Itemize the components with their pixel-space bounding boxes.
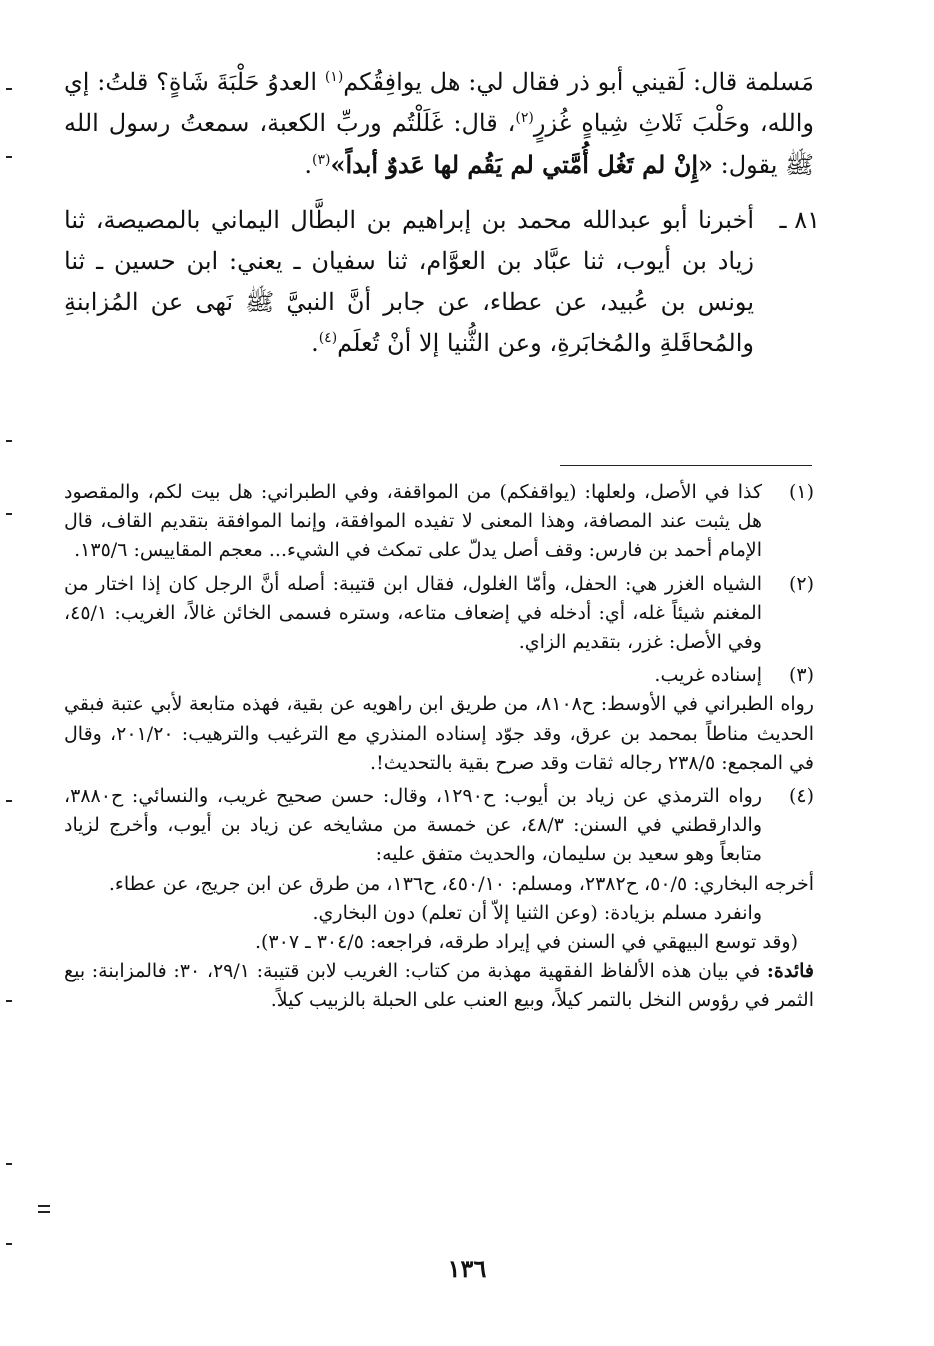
footnote-number: (١)	[788, 481, 814, 503]
footnote-separator	[560, 465, 812, 466]
footnote-ref-3[interactable]: (٣)	[312, 152, 331, 168]
scan-mark	[6, 88, 12, 90]
footnote-benefit	[64, 957, 814, 1015]
footnote-1	[64, 478, 814, 566]
footnote-text: وانفرد مسلم بزيادة: (وعن الثنيا إلاّ أن تعلم) دون البخاري.	[312, 901, 762, 924]
scan-mark	[6, 800, 12, 802]
scan-mark	[6, 1000, 12, 1002]
footnote-number: (٢)	[788, 572, 814, 595]
hadith-number: ٨١ ـ	[779, 206, 820, 234]
footnote-ref-1[interactable]: (١)	[324, 69, 344, 85]
text-run: العدوُ حَلْبَةَ شَاةٍ؟ قلتُ: إي والله، وحَلْبَ ثَلاثِ شِياهٍ غُزرٍ	[64, 68, 815, 137]
footnote-text: رواه الطبراني في الأوسط: ح٨١٠٨، من طريق ابن راهويه عن بقية، فهذه متابعة لأبي عتبة فبقي الحديث مناطاً بمحمد بن عرق، وقد جوّد إسناده المنذري مع الترغيب والترهيب: ٢٠١/٢٠، وقال في المجمع: ٢٣٨/٥ رجاله ثقات وقد صرح بقية بالتحديث!.	[64, 693, 814, 774]
footnote-3	[64, 661, 814, 778]
footnote-2	[64, 570, 814, 658]
footnote-text: (وقد توسع البيهقي في السنن في إيراد طرقه، فراجعه: ٣٠٤/٥ ـ ٣٠٧).	[254, 931, 798, 954]
footnote-ref-2[interactable]: (٢)	[515, 110, 534, 126]
footnote-text: في بيان هذه الألفاظ الفقهية مهذبة من كتاب: الغريب لابن قتيبة: ٢٩/١، ٣٠: فالمزابنة: بيع الثمر في رؤوس النخل بالتمر كيلاً، وبيع العنب على الحبلة بالزبيب كيلاً.	[64, 960, 814, 1012]
scan-mark	[6, 156, 12, 158]
text-run: مَسلمة قال: لَقيني أبو ذر فقال لي: هل يوافِقُكم	[343, 68, 814, 96]
footnotes	[64, 478, 814, 1020]
scan-mark	[6, 1163, 12, 1165]
hadith-quote: «إِنْ لم تَغُل أُمَّتي لم يَقُم لها عَدوٌ أبداً»	[330, 150, 713, 179]
footnote-text: كذا في الأصل، ولعلها: (يواقفكم) من المواقفة، وفي الطبراني: هل بيت لكم، والمقصود هل يثبت عند المصافة، وهذا المعنى لا تفيده الموافقة، وإنما الموافقة بتقديم القاف، قال الإمام أحمد بن فارس: وقف أصل يدلّ على تمكث في الشيء... معجم المقاييس: ١٣٥/٦.	[64, 481, 762, 562]
scan-mark	[38, 1205, 50, 1207]
paragraph-continuation	[64, 62, 814, 186]
footnote-ref-4[interactable]: (٤)	[318, 330, 338, 346]
scan-mark	[6, 440, 12, 442]
text-run: .	[311, 329, 319, 357]
scan-mark	[6, 1243, 12, 1245]
footnote-4	[64, 782, 814, 1016]
footnote-text: رواه الترمذي عن زياد بن أيوب: ح١٢٩٠، وقال: حسن صحيح غريب، والنسائي: ح٣٨٨٠، والدارقطني في السنن: ٤٨/٣، عن خمسة من مشايخه عن زياد بن أيوب، وأخرج لزياد متابعاً وهو سعيد بن سليمان، والحديث متفق عليه:	[64, 785, 762, 866]
footnote-number: (٣)	[788, 664, 814, 687]
page-number: ١٣٦	[447, 1254, 487, 1283]
footnote-text: الشياه الغزر هي: الحفل، وأمّا الغلول، فقال ابن قتيبة: أصله أنَّ الرجل كان إذا اختار من المغنم شيئاً غله، أي: أدخله في إضعاف متاعه، وستره فسمى الخائن غالاً، الغريب: ٤٥/١، وفي الأصل: غزر، بتقديم الزاي.	[64, 572, 762, 654]
footnote-text: أخرجه البخاري: ٥٠/٥، ح٢٣٨٢، ومسلم: ٤٥٠/١٠، ح١٣٦، من طرق عن ابن جريج، عن عطاء.	[108, 872, 814, 895]
benefit-label: فائدة:	[766, 960, 814, 983]
footnote-number: (٤)	[788, 785, 814, 808]
scan-mark	[6, 513, 12, 515]
text-run: .	[304, 151, 313, 179]
hadith-81	[64, 200, 820, 364]
main-text	[64, 62, 820, 364]
scan-mark	[38, 1211, 50, 1213]
footnote-text: إسناده غريب.	[654, 664, 762, 687]
text-run: ، قال: غَلَلْتُم وربِّ الكعبة، سمعتُ رسول الله ﷺ يقول:	[64, 109, 814, 179]
text-run: أخبرنا أبو عبدالله محمد بن إبراهيم بن البطَّال اليماني بالمصيصة، ثنا زياد بن أيوب، ثنا عبَّاد بن العوَّام، ثنا سفيان ـ يعني: ابن حسين ـ ثنا يونس بن عُبيد، عن عطاء، عن جابر أنَّ النبيَّ ﷺ نَهى عن المُزابنةِ والمُحاقَلةِ والمُخابَرةِ، وعن الثُّنيا إلا أنْ تُعلَم	[64, 206, 754, 357]
